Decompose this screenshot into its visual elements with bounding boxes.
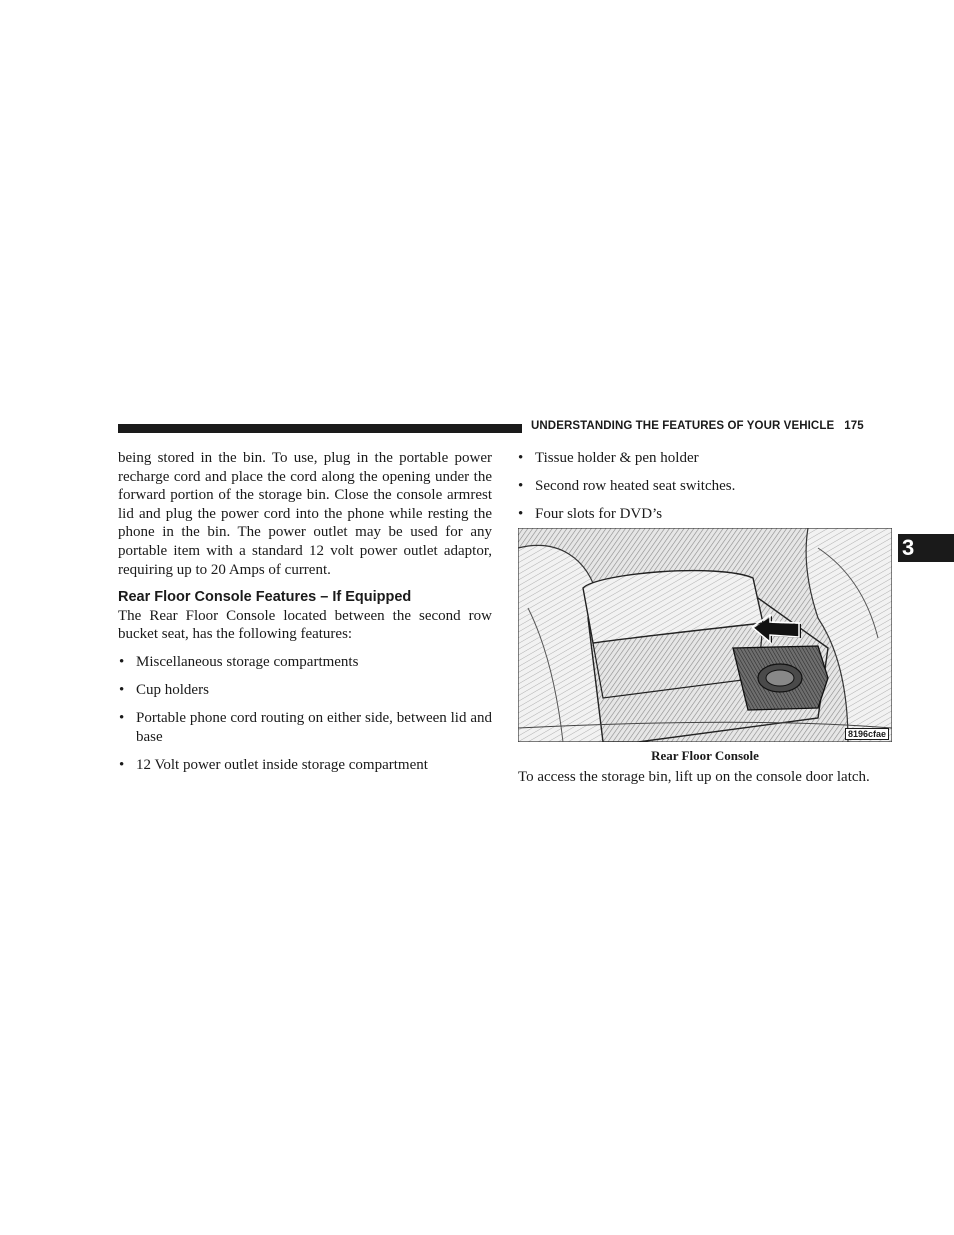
header-rule xyxy=(118,424,522,433)
intro-paragraph: being stored in the bin. To use, plug in the portable power recharge cord and place the cord along the opening under the forward portion of the storage bin. Close the console armrest lid and plug the power cord into the phone while resting the phone in the bin. The power outlet may be used for any portable item with a standard 12 volt power outlet adaptor, requiring up to 20 Amps of current. xyxy=(118,450,492,578)
bullet-icon: • xyxy=(119,756,125,773)
bullet-icon: • xyxy=(119,682,125,699)
figure-caption: Rear Floor Console xyxy=(651,748,759,763)
section-title: UNDERSTANDING THE FEATURES OF YOUR VEHICLE xyxy=(531,420,835,432)
feature-list xyxy=(118,653,492,774)
bullet-icon: • xyxy=(518,450,524,466)
chapter-tab: 3 xyxy=(898,534,954,562)
figure-code: 8196cfae xyxy=(845,728,889,740)
rear-floor-console-illustration xyxy=(518,528,892,742)
list-item xyxy=(517,477,892,496)
list-item-text: 12 Volt power outlet inside storage compartment xyxy=(136,756,428,773)
list-item xyxy=(517,449,892,468)
bullet-icon: • xyxy=(119,654,125,671)
list-item xyxy=(118,709,492,746)
list-item-text: Portable phone cord routing on either side, between lid and base xyxy=(136,710,492,745)
list-item xyxy=(118,681,492,700)
list-item-text: Second row heated seat switches. xyxy=(535,477,736,494)
console-drawing xyxy=(518,528,892,742)
list-item-text: Cup holders xyxy=(136,682,209,699)
section-paragraph: The Rear Floor Console located between the second row bucket seat, has the following features: xyxy=(118,607,492,643)
list-item xyxy=(118,756,492,775)
bullet-icon: • xyxy=(518,477,524,494)
list-item-text: Tissue holder & pen holder xyxy=(535,450,699,466)
right-column xyxy=(517,449,892,524)
feature-list-continued xyxy=(517,449,892,524)
list-item-text: Miscellaneous storage compartments xyxy=(136,654,359,671)
bullet-icon: • xyxy=(119,710,125,727)
access-instruction: To access the storage bin, lift up on the console door latch. xyxy=(518,769,870,785)
list-item xyxy=(118,653,492,672)
bullet-icon: • xyxy=(518,505,524,522)
left-column xyxy=(118,449,492,774)
section-heading: Rear Floor Console Features – If Equipped xyxy=(118,589,412,606)
list-item-text: Four slots for DVD’s xyxy=(535,505,663,522)
running-header xyxy=(531,420,891,432)
list-item xyxy=(517,505,892,524)
page-number: 175 xyxy=(844,420,864,432)
